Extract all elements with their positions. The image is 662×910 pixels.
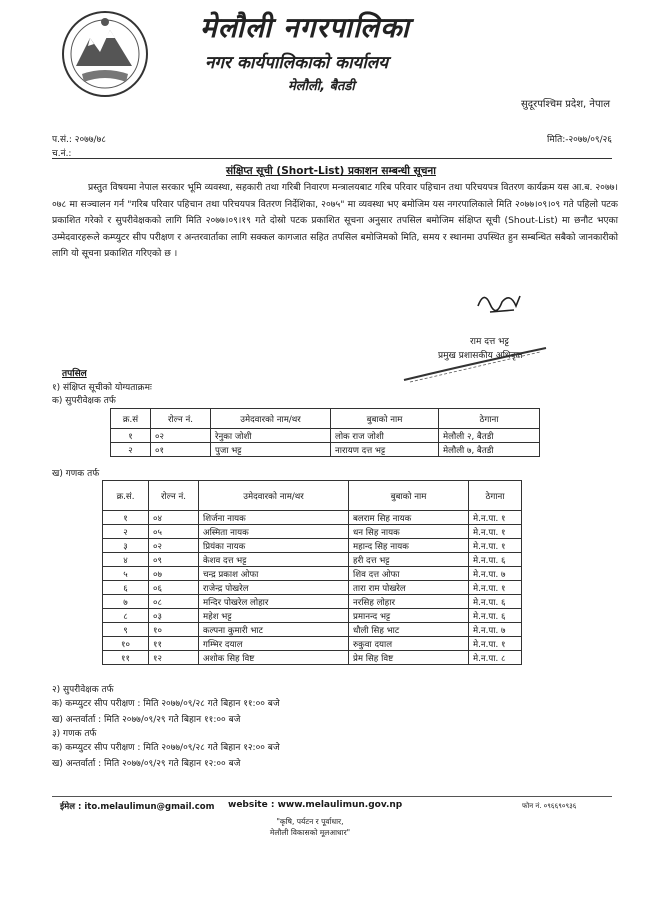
signatory-name: राम दत्त भट्ट xyxy=(470,337,509,347)
cell: ८ xyxy=(103,609,149,623)
cell: ९ xyxy=(103,623,149,637)
cell: २ xyxy=(103,525,149,539)
table-row xyxy=(111,429,540,443)
notice-heading: संक्षिप्त सूची (Short-List) प्रकाशन सम्बन्धी सूचना xyxy=(226,165,436,177)
table-row xyxy=(103,511,522,525)
office-location: मेलौली, बैतडी xyxy=(288,79,355,94)
notice-body: प्रस्तुत विषयमा नेपाल सरकार भूमि व्यवस्था, सहकारी तथा गरिबी निवारण मन्त्रालयबाट गरिब परिवार पहिचान तथा परिचयपत्र वितरण कार्यक्रम यस आ.ब. २०७७।०७८ मा सञ्चालन गर्न "गरिब परिवार पहिचान तथा परिचयपत्र वितरण निर्देशिका, २०७५" मा व्यवस्था भए बमोजिम यस नगरपालिकाले मिति २०७७।०९।०९ गते पहिलो पटक प्रकाशित गरेको र सुपरीवेक्षकको लागि मिति २०७७।०९।१९ गते दोस्रो पटक प्रकाशित सूचना अनुसार तपसिल बमोजिम संक्षिप्त सूची (Shout-List) मा छनौट भएका उम्मेदवारहरूले कम्प्युटर सीप परीक्षण र अन्तरवार्ताका लागि सक्कल कागजात सहित तपसिल बमोजिमको मिति, समय र स्थानमा उपस्थित हुन सम्बन्धित सबैको जानकारीको लागि यो सूचना प्रकाशित गरिएको छ । xyxy=(52,182,618,259)
table-row xyxy=(103,525,522,539)
header-divider xyxy=(52,158,612,159)
cell: मे.न.पा. १ xyxy=(469,539,522,553)
cell: ०२ xyxy=(149,539,199,553)
cell: गम्भिर दयाल xyxy=(199,637,349,651)
cell: धन सिह नायक xyxy=(349,525,469,539)
nepal-emblem-icon xyxy=(60,8,150,100)
table-row xyxy=(103,609,522,623)
cell: ५ xyxy=(103,567,149,581)
cell: शिर्जना नायक xyxy=(199,511,349,525)
patra-sankhya: प.सं.: २०७७/७८ xyxy=(52,135,106,145)
cell: लोक राज जोशी xyxy=(331,429,439,443)
cell: ६ xyxy=(103,581,149,595)
table-header-row xyxy=(111,409,540,429)
table-row xyxy=(103,595,522,609)
chalani-number: च.नं.: xyxy=(52,149,72,159)
cell: प्रियंका नायक xyxy=(199,539,349,553)
col-father: बुबाको नाम xyxy=(349,481,469,511)
cell: १ xyxy=(103,511,149,525)
cell: मेलौली ७, बैतडी xyxy=(439,443,540,457)
enumerator-table xyxy=(102,480,522,665)
cell: बलराम सिह नायक xyxy=(349,511,469,525)
col-name: उमेदवारको नाम/थर xyxy=(211,409,331,429)
cell: २ xyxy=(111,443,151,457)
cell: ३ xyxy=(103,539,149,553)
cell: महेश भट्ट xyxy=(199,609,349,623)
section1-label: १) संक्षिप्त सूचीको योग्यताक्रमः xyxy=(52,383,152,393)
cell: १० xyxy=(149,623,199,637)
table-row xyxy=(103,637,522,651)
office-stamp-icon xyxy=(400,344,550,384)
cell: पुजा भट्ट xyxy=(211,443,331,457)
slogan-line-2: मेलौली विकासको मूलआधार" xyxy=(269,828,351,837)
cell: मे.न.पा. ८ xyxy=(469,651,522,665)
cell: ०९ xyxy=(149,553,199,567)
cell: प्रेम सिह विष्ट xyxy=(349,651,469,665)
cell: राजेन्द्र पोखरेल xyxy=(199,581,349,595)
cell: १० xyxy=(103,637,149,651)
cell: ०८ xyxy=(149,595,199,609)
cell: १ xyxy=(111,429,151,443)
table-row xyxy=(103,539,522,553)
cell: मे.न.पा. १ xyxy=(469,525,522,539)
footer-phone: फोन नं. ०९६६९०९३६ xyxy=(522,802,577,810)
cell: तारा राम पोखरेल xyxy=(349,581,469,595)
cell: मे.न.पा. १ xyxy=(469,637,522,651)
cell: ०६ xyxy=(149,581,199,595)
supervisor-label: क) सुपरीवेक्षक तर्फ xyxy=(52,396,116,406)
col-sn: क्र.सं. xyxy=(103,481,149,511)
cell: नारायण दत्त भट्ट xyxy=(331,443,439,457)
cell: ०१ xyxy=(151,443,211,457)
municipality-title: मेलौली नगरपालिका xyxy=(200,11,410,44)
table-row xyxy=(103,623,522,637)
table-row xyxy=(111,443,540,457)
col-roll: रोल्न नं. xyxy=(151,409,211,429)
cell: कल्पना कुमारी भाट xyxy=(199,623,349,637)
footer-website: website : www.melaulimun.gov.np xyxy=(228,800,403,810)
cell: मे.न.पा. ६ xyxy=(469,553,522,567)
col-father: बुबाको नाम xyxy=(331,409,439,429)
cell: मन्दिर पोखरेल लोहार xyxy=(199,595,349,609)
col-name: उमेदवारको नाम/थर xyxy=(199,481,349,511)
cell: मेलौली २, बैतडी xyxy=(439,429,540,443)
schedule-supervisor: २) सुपरीवेक्षक तर्फ xyxy=(52,685,114,695)
supervisor-table xyxy=(110,408,540,457)
footer-divider xyxy=(52,796,612,797)
col-sn: क्र.सं xyxy=(111,409,151,429)
cell: मे.न.पा. ६ xyxy=(469,609,522,623)
footer-slogan xyxy=(250,816,370,838)
cell: केशव दत्त भट्ट xyxy=(199,553,349,567)
cell: ०३ xyxy=(149,609,199,623)
schedule-enumerator-interview: ख) अन्तर्वार्ता : मिति २०७७/०९/२९ गते बिहान १२:०० बजे xyxy=(52,759,241,769)
schedule-enumerator-test: क) कम्प्युटर सीप परीक्षण : मिति २०७७/०९/२८ गते बिहान १२:०० बजे xyxy=(52,743,280,753)
cell: प्रमानन्द भट्ट xyxy=(349,609,469,623)
cell: धौली सिह भाट xyxy=(349,623,469,637)
cell: रुकुवा दयाल xyxy=(349,637,469,651)
cell: मे.न.पा. १ xyxy=(469,511,522,525)
col-address: ठेगाना xyxy=(439,409,540,429)
cell: ११ xyxy=(149,637,199,651)
schedule-enumerator: ३) गणक तर्फ xyxy=(52,729,97,739)
cell: मे.न.पा. ६ xyxy=(469,595,522,609)
cell: नरसिह लोहार xyxy=(349,595,469,609)
table-row xyxy=(103,651,522,665)
schedule-supervisor-interview: ख) अन्तर्वार्ता : मिति २०७७/०९/२९ गते बिहान ११:०० बजे xyxy=(52,715,241,725)
table-row xyxy=(103,553,522,567)
schedule-supervisor-test: क) कम्प्युटर सीप परीक्षण : मिति २०७७/०९/२८ गते बिहान ११:०० बजे xyxy=(52,699,280,709)
cell: अशोक सिह विष्ट xyxy=(199,651,349,665)
enumerator-label: ख) गणक तर्फ xyxy=(52,469,100,479)
col-address: ठेगाना xyxy=(469,481,522,511)
cell: शिव दत्त ओफा xyxy=(349,567,469,581)
signatory-title: प्रमुख प्रशासकीय अधिकृत xyxy=(438,351,523,361)
cell: चन्द्र प्रकाश ओफा xyxy=(199,567,349,581)
cell: ४ xyxy=(103,553,149,567)
tapsil-heading: तपसिल xyxy=(62,369,87,379)
province-label: सुदूरपश्चिम प्रदेश, नेपाल xyxy=(521,99,610,110)
cell: ०५ xyxy=(149,525,199,539)
cell: मे.न.पा. ७ xyxy=(469,623,522,637)
cell: हरी दत्त भट्ट xyxy=(349,553,469,567)
table-row xyxy=(103,567,522,581)
cell: ०४ xyxy=(149,511,199,525)
cell: ०७ xyxy=(149,567,199,581)
col-roll: रोल्न नं. xyxy=(149,481,199,511)
table-row xyxy=(103,581,522,595)
office-subtitle: नगर कार्यपालिकाको कार्यालय xyxy=(205,53,389,73)
notice-date: मिति:-२०७७/०९/२६ xyxy=(547,135,612,145)
signature-scribble-icon xyxy=(470,284,530,324)
cell: मे.न.पा. १ xyxy=(469,581,522,595)
cell: मे.न.पा. ७ xyxy=(469,567,522,581)
footer-email: ईमेल : ito.melaulimun@gmail.com xyxy=(60,802,215,812)
cell: ७ xyxy=(103,595,149,609)
cell: ११ xyxy=(103,651,149,665)
slogan-line-1: "कृषि, पर्यटन र पूर्वाधार, xyxy=(276,817,344,826)
cell: महान्द सिह नायक xyxy=(349,539,469,553)
table-header-row xyxy=(103,481,522,511)
cell: रेनुका जोशी xyxy=(211,429,331,443)
cell: ०२ xyxy=(151,429,211,443)
cell: अस्मिता नायक xyxy=(199,525,349,539)
cell: १२ xyxy=(149,651,199,665)
